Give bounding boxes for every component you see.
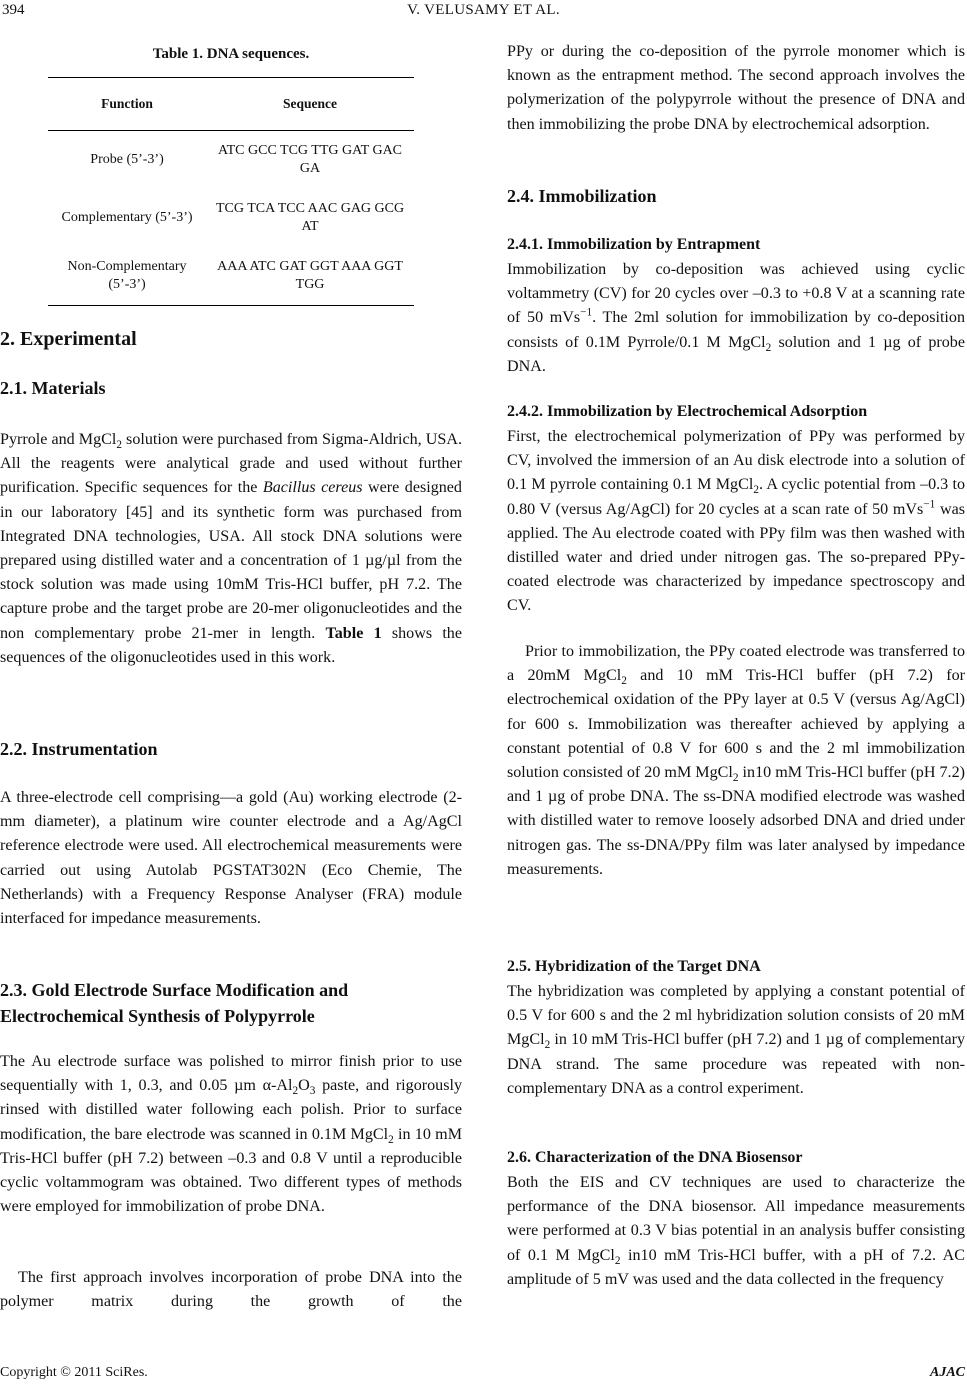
table-caption: Table 1. DNA sequences. <box>152 46 310 62</box>
heading-experimental: 2. Experimental <box>0 328 137 350</box>
paragraph-hybridization: The hybridization was completed by applying a constant potential of 0.5 V for 600 s and the 2 ml hybridization solution consists of 20 mM MgCl$_2$ in 10 mM Tris-HCl buffer (pH 7.2) and 1 µg of complementary DNA strand. The same procedure was repeated with non-complementary DNA as a control experiment. <box>507 983 965 1097</box>
heading-surface-modification: 2.3. Gold Electrode Surface Modification and Electrochemical Synthesis of Polypyrrole <box>0 980 349 1026</box>
paragraph-characterization: Both the EIS and CV techniques are used to characterize the performance of the DNA biosensor. All impedance measurements were performed at 0.3 V bias potential in an analysis buffer consisting of 0.1 M MgCl$_2$ in10 mM Tris-HCl buffer, with a pH of 7.2. AC amplitude of 5 mV was used and the data collected in the frequency <box>507 1174 966 1288</box>
paragraph-instrumentation: A three-electrode cell comprising—a gold (Au) working electrode (2-mm diameter), a platinum wire counter electrode and a Ag/AgCl reference electrode were used. All electrochemical measurements were carried out using Autolab PGSTAT302N (Eco Chemie, The Netherlands) with a Frequency Response Analyser (FRA) module interfaced for impedance measurements. <box>0 789 462 928</box>
heading-materials: 2.1. Materials <box>0 378 106 398</box>
paragraph-surface-modification: The Au electrode surface was polished to mirror finish prior to use sequentially with 1, 0.3, and 0.05 µm $\alpha-Al_2O_3$ paste, and rigorously rinsed with distilled water following each polish. Prior to surface modification, the bare electrode was scanned in 0.1M MgCl$_2$ in 10 mM Tris-HCl buffer (pH 7.2) between –0.3 and 0.8 V until a reproducible cyclic voltammogram was obtained. Two different types of methods were employed for immobilization of probe DNA. <box>0 1053 462 1216</box>
paragraph-adsorption-1: First, the electrochemical polymerization of PPy was performed by CV, involved the immersion of an Au disk electrode into a solution of 0.1 M pyrrole containing 0.1 M MgCl$_2$. A cyclic potential from –0.3 to 0.80 V (versus Ag/AgCl) for 20 cycles at a scan rate of 50 mVs$^{-1}$ was applied. The Au electrode coated with PPy film was then washed with distilled water and dried under nitrogen gas. The so-prepared PPy-coated electrode was characterized by impedance spectroscopy and CV. <box>507 428 965 615</box>
table-header-sequence: Sequence <box>206 78 414 131</box>
table-row <box>48 131 414 190</box>
table-row <box>48 189 414 247</box>
heading-hybridization: 2.5. Hybridization of the Target DNA <box>507 958 761 975</box>
right-column-continuation <box>507 40 965 180</box>
table-cell-sequence: AAA ATC GAT GGT AAA GGT TGG <box>206 247 414 306</box>
table-cell-sequence: ATC GCC TCG TTG GAT GAC GA <box>218 143 403 176</box>
table-cell-sequence: TCG TCA TCC AAC GAG GCG AT <box>215 201 405 234</box>
page-number: 394 <box>2 2 25 18</box>
table-row <box>48 247 414 306</box>
paragraph-first-approach: The first approach involves incorporation of probe DNA into the polymer matrix during the growth of the <box>0 1269 462 1311</box>
paragraph-entrapment: Immobilization by co-deposition was achieved using cyclic voltammetry (CV) for 20 cycles over –0.3 to +0.8 V at a scanning rate of 50 mVs$^{-1}$. The 2ml solution for immobilization by co-deposition consists of 0.1M Pyrrole/0.1 M MgCl$_2$ solution and 1 µg of probe DNA. <box>507 261 965 375</box>
table-cell-function: Non-Complementary (5’-3’) <box>48 247 206 306</box>
paragraph-materials: Pyrrole and MgCl$_2$ solution were purchased from Sigma-Aldrich, USA. All the reagents were analytical grade and used without further purification. Specific sequences for the Bacillus cereus were designed in our laboratory [45] and its synthetic form was purchased from Integrated DNA technologies, USA. All stock DNA solutions were prepared using distilled water and a concentration of 1 µg/µl from the stock solution was made using 10mM Tris-HCl buffer, pH 7.2. The capture probe and the target probe are 20-mer oligonucleotides and the non complementary probe 21-mer in length. Table 1 shows the sequences of the oligonucleotides used in this work. <box>0 431 462 666</box>
table-cell-function: Probe (5’-3’) <box>90 152 164 167</box>
heading-characterization: 2.6. Characterization of the DNA Biosensor <box>507 1149 803 1166</box>
footer-journal: AJAC <box>929 1365 965 1380</box>
paragraph-adsorption-2: Prior to immobilization, the PPy coated electrode was transferred to a 20mM MgCl$_2$ and 10 mM Tris-HCl buffer (pH 7.2) for electrochemical oxidation of the PPy layer at 0.5 V (versus Ag/AgCl) for 600 s. Immobilization was thereafter achieved by applying a constant potential of 0.8 V for 600 s and the 2 ml immobilization solution consisted of 20 mM MgCl$_2$ in10 mM Tris-HCl buffer (pH 7.2) and 1 µg of probe DNA. The ss-DNA modified electrode was washed with distilled water to remove loosely adsorbed DNA and dried under nitrogen gas. The ss-DNA/PPy film was later analysed by impedance measurements. <box>507 643 965 878</box>
paragraph-continuation: PPy or during the co-deposition of the pyrrole monomer which is known as the entrapment method. The second approach involves the polymerization of the polypyrrole without the presence of DNA and then immobilizing the probe DNA by electrochemical adsorption. <box>507 43 965 133</box>
table-cell-function: Complementary (5’-3’) <box>61 210 193 225</box>
dna-sequences-table <box>48 77 414 306</box>
heading-adsorption: 2.4.2. Immobilization by Electrochemical Adsorption <box>507 403 868 420</box>
heading-immobilization: 2.4. Immobilization <box>507 186 657 206</box>
running-header-authors: V. VELUSAMY ET AL. <box>407 2 560 18</box>
heading-entrapment: 2.4.1. Immobilization by Entrapment <box>507 236 761 253</box>
table-header-function: Function <box>48 78 206 131</box>
footer-copyright: Copyright © 2011 SciRes. <box>0 1365 148 1380</box>
heading-instrumentation: 2.2. Instrumentation <box>0 739 158 759</box>
